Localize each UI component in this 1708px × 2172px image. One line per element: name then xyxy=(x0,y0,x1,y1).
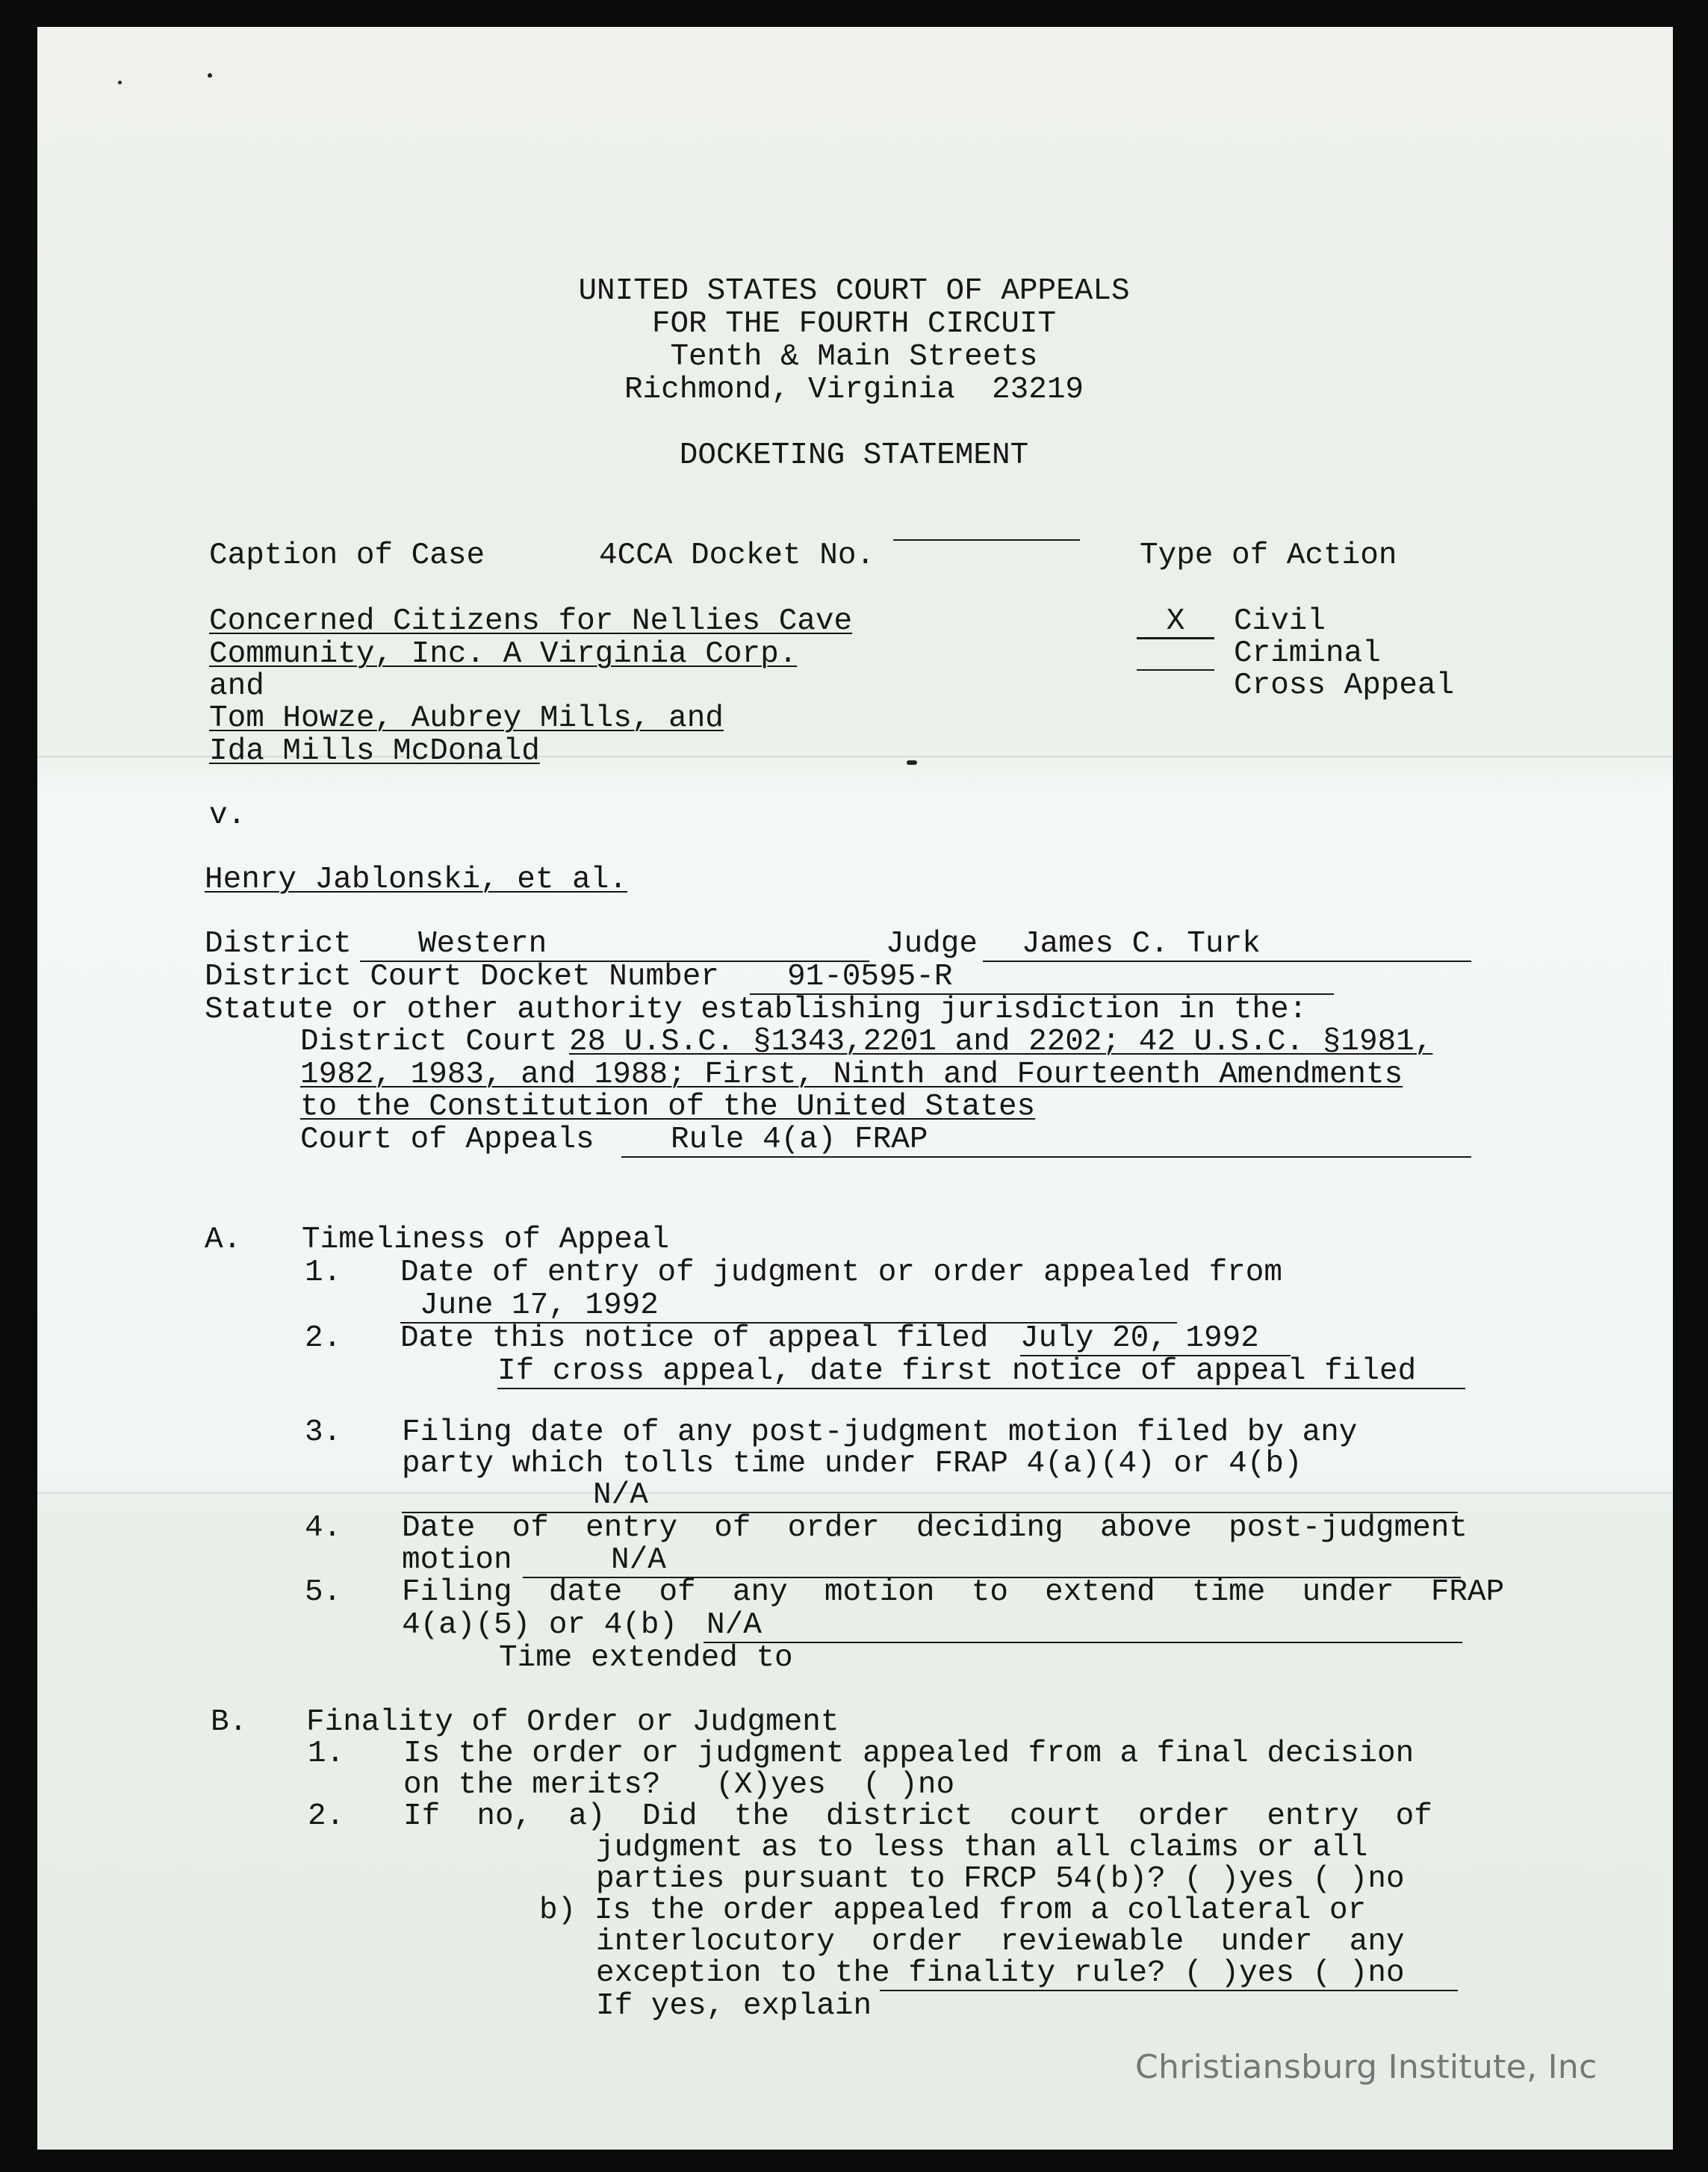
b2b-question-line-3: exception to the finality rule? ( )yes ( )no xyxy=(596,1956,1405,1991)
b1-number: 1. xyxy=(308,1737,345,1771)
b2b-question-line-4: If yes, explain xyxy=(596,1989,872,2023)
a4-question-line-2: motion xyxy=(402,1543,512,1577)
b2a-question-line-2: judgment as to less than all claims or all xyxy=(596,1831,1368,1865)
post-judgment-order-date-field[interactable]: N/A xyxy=(523,1544,1461,1578)
speck-mark xyxy=(118,81,122,84)
district-docket-label: District Court Docket Number xyxy=(205,960,719,994)
extend-time-motion-field[interactable]: N/A xyxy=(704,1609,1462,1643)
a3-question-line-1: Filing date of any post-judgment motion filed by any xyxy=(402,1415,1358,1450)
b2a-question-line-3: parties pursuant to FRCP 54(b)? ( )yes ( )no xyxy=(596,1862,1405,1896)
a2-number: 2. xyxy=(305,1321,342,1356)
a2-question: Date this notice of appeal filed xyxy=(400,1321,989,1356)
time-extended-field[interactable] xyxy=(807,1642,1462,1643)
a5-question-line-2: 4(a)(5) or 4(b) xyxy=(402,1608,678,1642)
document-title: DOCKETING STATEMENT xyxy=(679,438,1029,473)
judge-label: Judge xyxy=(886,927,978,961)
a3-number: 3. xyxy=(305,1415,342,1450)
criminal-checkbox[interactable] xyxy=(1137,637,1214,639)
b2a-question-line-1: If no, a) Did the district court order entry of xyxy=(403,1799,1432,1834)
a5-question-line-1: Filing date of any motion to extend time under FRAP xyxy=(402,1575,1505,1610)
a3-question-line-2: party which tolls time under FRAP 4(a)(4) or 4(b) xyxy=(402,1447,1302,1481)
a1-question: Date of entry of judgment or order appealed from xyxy=(400,1256,1282,1290)
cross-appeal-checkbox[interactable] xyxy=(1137,669,1214,671)
type-of-action-label: Type of Action xyxy=(1140,539,1397,573)
court-of-appeals-label: Court of Appeals xyxy=(300,1123,594,1157)
versus-text: v. xyxy=(209,798,246,833)
district-court-authority-line-1: 28 U.S.C. §1343,2201 and 2202; 42 U.S.C. §1981, xyxy=(569,1025,1433,1059)
district-field[interactable]: Western xyxy=(360,928,869,962)
street-address: Tenth & Main Streets xyxy=(670,340,1038,374)
district-label: District xyxy=(205,927,352,961)
b2b-question-line-2: interlocutory order reviewable under any xyxy=(596,1925,1405,1959)
court-name: UNITED STATES COURT OF APPEALS xyxy=(578,274,1130,308)
speck-mark xyxy=(907,760,917,765)
a4-question-line-1: Date of entry of order deciding above post-judgment xyxy=(402,1511,1468,1545)
b2-number: 2. xyxy=(308,1799,345,1834)
notice-date-field[interactable]: July 20, 1992 xyxy=(1020,1322,1291,1356)
court-of-appeals-field[interactable]: Rule 4(a) FRAP xyxy=(621,1123,1471,1158)
circuit-name: FOR THE FOURTH CIRCUIT xyxy=(651,307,1057,341)
a1-number: 1. xyxy=(305,1256,342,1290)
a5-number: 5. xyxy=(305,1575,342,1610)
section-a-letter: A. xyxy=(205,1223,242,1257)
city-address: Richmond, Virginia 23219 xyxy=(624,373,1084,407)
appellant-line-2: Community, Inc. A Virginia Corp. xyxy=(209,637,798,671)
civil-label: Civil xyxy=(1234,604,1326,639)
post-judgment-motion-date-field[interactable]: N/A xyxy=(402,1479,1458,1513)
district-court-label: District Court xyxy=(300,1025,558,1059)
judgment-date-field[interactable]: June 17, 1992 xyxy=(400,1289,1177,1324)
docket-number-label: 4CCA Docket No. xyxy=(599,539,875,573)
appellee-name: Henry Jablonski, et al. xyxy=(205,863,627,897)
criminal-label: Criminal xyxy=(1234,636,1381,671)
a4-number: 4. xyxy=(305,1511,342,1545)
appellant-line-1: Concerned Citizens for Nellies Cave xyxy=(209,604,853,639)
b1-question-line-1: Is the order or judgment appealed from a final decision xyxy=(403,1737,1414,1771)
appellant-line-4: Ida Mills McDonald xyxy=(209,734,540,769)
docket-number-field[interactable] xyxy=(893,539,1080,541)
section-a-title: Timeliness of Appeal xyxy=(302,1223,670,1257)
and-text: and xyxy=(209,669,264,704)
statute-label: Statute or other authority establishing jurisdiction in the: xyxy=(205,993,1308,1027)
section-b-title: Finality of Order or Judgment xyxy=(306,1705,839,1740)
b1-question-line-2: on the merits? (X)yes ( )no xyxy=(403,1768,955,1802)
time-extended-label: Time extended to xyxy=(499,1641,793,1675)
caption-label: Caption of Case xyxy=(209,539,485,573)
cross-appeal-question: If cross appeal, date first notice of appeal filed xyxy=(497,1354,1417,1388)
section-b-letter: B. xyxy=(211,1705,248,1740)
b2b-question-line-1: b) Is the order appealed from a collateral or xyxy=(539,1893,1367,1928)
district-court-authority-line-2: 1982, 1983, and 1988; First, Ninth and Fourteenth Amendments xyxy=(300,1058,1403,1092)
judge-field[interactable]: James C. Turk xyxy=(983,928,1471,962)
cross-appeal-label: Cross Appeal xyxy=(1234,668,1455,703)
civil-checkbox[interactable]: X xyxy=(1137,605,1214,639)
district-court-authority-line-3: to the Constitution of the United States xyxy=(300,1090,1036,1124)
speck-mark xyxy=(208,73,212,78)
cross-appeal-date-field[interactable] xyxy=(497,1388,1465,1389)
watermark: Christiansburg Institute, Inc xyxy=(1135,2048,1597,2086)
explain-field[interactable] xyxy=(880,1990,1458,1991)
district-docket-field[interactable]: 91-0595-R xyxy=(750,961,1334,995)
appellant-line-3: Tom Howze, Aubrey Mills, and xyxy=(209,701,724,736)
